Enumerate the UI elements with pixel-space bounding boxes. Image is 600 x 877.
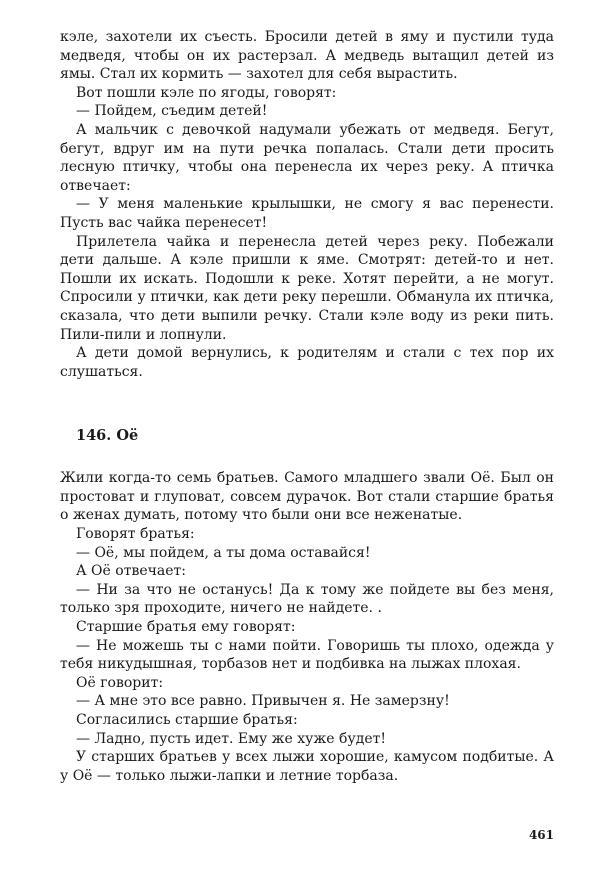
paragraph: Согласились старшие братья: [76,712,298,728]
dialogue-line: — А мне это все равно. Привычен я. Не замерзну! [76,693,450,710]
paragraph: Прилетела чайка и перенесла детей через реку. Побежали дети дальше. А кэле пришли к яме. Смотрят: детей-то и нет. Пошли их искать. Подошли к реке. Хотят перейти, а не могут. Спросили у птички, как дети реку перешли. Обманула их птичка, сказала, что дети выпили речку. Стали кэле воду из реки пить. Пили-пили и лопнули. [60,233,554,343]
section-gap [60,445,554,469]
paragraph: А дети домой вернулись, к родителям и стали с тех пор их слушаться. [60,345,554,380]
paragraph: У старших братьев у всех лыжи хорошие, камусом подбитые. А у Оё — только лыжи-лапки и летние торбаза. [60,749,554,784]
dialogue-line: — Не можешь ты с нами пойти. Говоришь ты плохо, одежда у тебя никудышная, торбазов нет и подбивка на лыжах плохая. [60,637,554,673]
dialogue-line: — Ни за что не останусь! Да к тому же пойдете вы без меня, только зря проходите, ничего не найдете. . [60,581,554,617]
dialogue-line: — У меня маленькие крылышки, не смогу я вас перенести. Пусть вас чайка перенесет! [60,196,554,231]
paragraph: Жили когда-то семь братьев. Самого младшего звали Оё. Был он простоват и глуповат, совсем дурачок. Вот стали старшие братья о женах думать, потому что были они все неженатые. [60,470,554,524]
paragraph: Говорят братья: [76,526,195,543]
dialogue-line: — Ладно, пусть идет. Ему же хуже будет! [76,730,386,747]
paragraph: А мальчик с девочкой надумали убежать от медведя. Бегут, бегут, вдруг им на пути речка попалась. Стали дети просить лесную птичку, чтобы она перенесла их через реку. А птичка отвечает: [60,121,554,194]
dialogue-line: — Пойдем, съедим детей! [76,103,268,120]
paragraph: А Оё отвечает: [76,563,186,580]
paragraph: Старшие братья ему говорят: [76,619,296,636]
paragraph: Вот пошли кэле по ягоды, говорят: [76,84,337,101]
paragraph: Оё говорит: [76,674,164,691]
story-start [60,469,554,785]
story-end [60,28,554,381]
page-body [60,28,554,785]
dialogue-line: — Оё, мы пойдем, а ты дома оставайся! [76,544,371,561]
page-number: 461 [528,828,554,842]
paragraph: кэле, захотели их съесть. Бросили детей в яму и пустили туда медведя, чтобы он их растерзал. А медведь вытащил детей из ямы. Стал их кормить — захотел для себя вырастить. [60,29,554,83]
section-heading: 146. Оё [76,427,139,445]
